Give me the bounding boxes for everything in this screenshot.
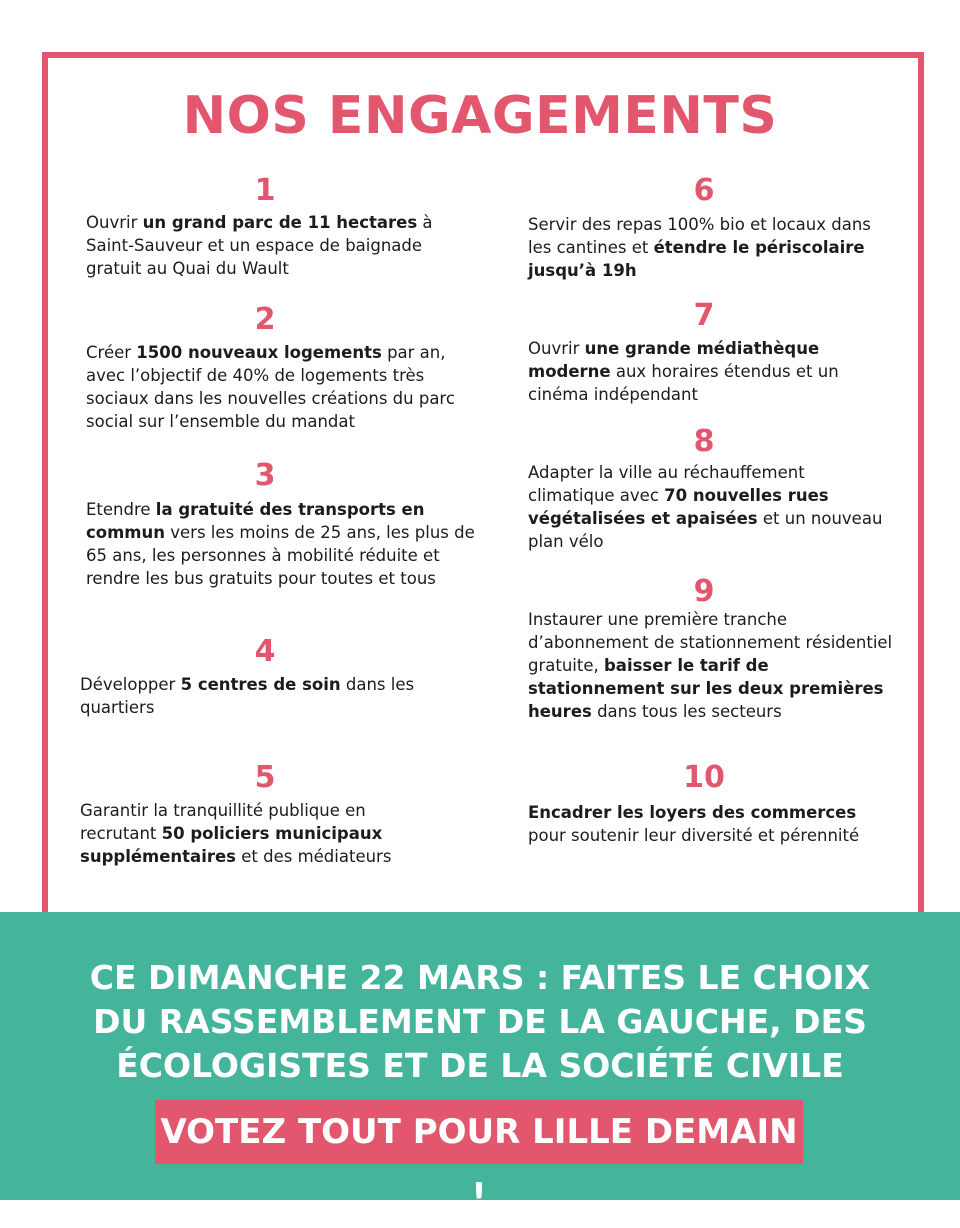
item-text-segment: et un nouveau plan vélo bbox=[528, 509, 883, 551]
item-text bbox=[80, 799, 410, 868]
item-text-segment: par an, avec l’objectif de 40% de logements très sociaux dans les nouvelles créations du parc social sur l’ensemble du mandat bbox=[86, 343, 455, 431]
item-text bbox=[528, 608, 893, 723]
item-text-segment: Développer bbox=[80, 675, 181, 694]
item-text-segment: et des médiateurs bbox=[236, 847, 392, 866]
item-text-bold: 70 nouvelles rues végétalisées et apaisées bbox=[528, 486, 829, 528]
item-number: 10 bbox=[683, 760, 725, 795]
cta-line: CE DIMANCHE 22 MARS : FAITES LE CHOIX bbox=[89, 958, 871, 997]
item-number: 8 bbox=[693, 424, 715, 459]
item-text bbox=[528, 213, 878, 282]
item-text-segment: Ouvrir bbox=[86, 213, 143, 232]
item-text-bold: Encadrer les loyers des commerces bbox=[528, 803, 857, 822]
item-text-segment: vers les moins de 25 ans, les plus de 65 ans, les personnes à mobilité réduite et rendre les bus gratuits pour toutes et tous bbox=[86, 523, 475, 588]
item-text-segment: dans tous les secteurs bbox=[591, 702, 782, 721]
item-text-bold: 5 centres de soin bbox=[180, 675, 341, 694]
item-text-segment: Servir des repas 100% bio et locaux dans les cantines et bbox=[528, 215, 871, 257]
item-text-bold: une grande médiathèque moderne bbox=[528, 339, 820, 381]
item-number: 7 bbox=[693, 298, 715, 333]
item-text-bold: baisser le tarif de stationnement sur les deux premières heures bbox=[528, 656, 884, 721]
vote-banner: VOTEZ TOUT POUR LILLE DEMAIN ! bbox=[155, 1100, 803, 1164]
item-text-segment: pour soutenir leur diversité et pérennité bbox=[528, 826, 860, 845]
item-text-segment: Créer bbox=[86, 343, 137, 362]
item-text bbox=[86, 211, 476, 280]
item-text bbox=[86, 498, 486, 590]
item-text bbox=[528, 337, 868, 406]
cta-line: ÉCOLOGISTES ET DE LA SOCIÉTÉ CIVILE bbox=[116, 1046, 844, 1085]
item-number: 2 bbox=[254, 302, 276, 337]
item-text-segment: aux horaires étendus et un cinéma indépendant bbox=[528, 362, 839, 404]
item-text-segment: à Saint-Sauveur et un espace de baignade gratuit au Quai du Wault bbox=[86, 213, 433, 278]
item-number: 3 bbox=[254, 458, 276, 493]
item-text-segment: Adapter la ville au réchauffement climatique avec bbox=[528, 463, 805, 505]
item-number: 5 bbox=[254, 760, 276, 795]
item-text bbox=[528, 801, 898, 847]
item-number: 9 bbox=[693, 574, 715, 609]
item-text-segment: Etendre bbox=[86, 500, 156, 519]
item-text-bold: 50 policiers municipaux supplémentaires bbox=[80, 824, 383, 866]
item-text bbox=[86, 341, 466, 433]
item-text bbox=[528, 461, 883, 553]
item-text-bold: 1500 nouveaux logements bbox=[136, 343, 382, 362]
item-text-segment: Instaurer une première tranche d’abonnement de stationnement résidentiel gratuite, bbox=[528, 610, 893, 675]
item-text-segment: dans les quartiers bbox=[80, 675, 415, 717]
page-title: NOS ENGAGEMENTS bbox=[182, 86, 778, 146]
item-text-bold: étendre le périscolaire jusqu’à 19h bbox=[528, 238, 865, 280]
item-text-segment: Garantir la tranquillité publique en recrutant bbox=[80, 801, 366, 843]
item-number: 6 bbox=[693, 173, 715, 208]
cta-line: DU RASSEMBLEMENT DE LA GAUCHE, DES bbox=[93, 1002, 867, 1041]
call-to-action bbox=[0, 956, 960, 1088]
item-text bbox=[80, 673, 440, 719]
item-text-bold: un grand parc de 11 hectares bbox=[142, 213, 418, 232]
item-number: 4 bbox=[254, 634, 276, 669]
item-number: 1 bbox=[254, 173, 276, 208]
item-text-bold: la gratuité des transports en commun bbox=[86, 500, 425, 542]
item-text-segment: Ouvrir bbox=[528, 339, 585, 358]
